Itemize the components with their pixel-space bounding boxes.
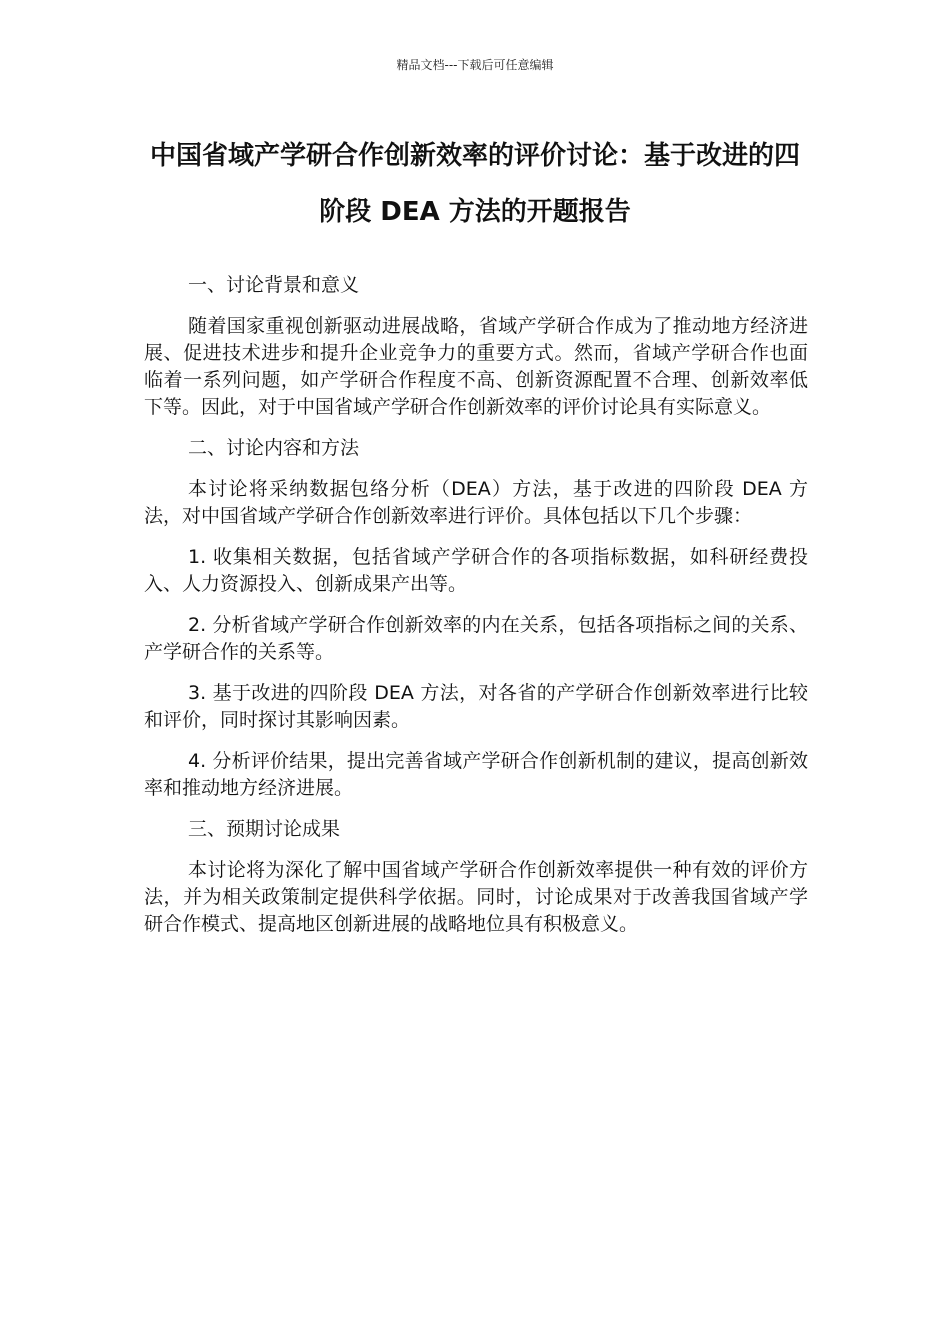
section-heading-background: 一、讨论背景和意义 bbox=[188, 274, 360, 296]
list-item-step-3: 3. 基于改进的四阶段 DEA 方法，对各省的产学研合作创新效率进行比较和评价，同时探讨其影响因素。 bbox=[144, 682, 808, 731]
page-header: 精品文档---下载后可任意编辑 bbox=[396, 58, 554, 72]
paragraph-results: 本讨论将为深化了解中国省域产学研合作创新效率提供一种有效的评价方法，并为相关政策制定提供科学依据。同时，讨论成果对于改善我国省域产学研合作模式、提高地区创新进展的战略地位具有积极意义。 bbox=[144, 859, 808, 935]
paragraph-method: 本讨论将采纳数据包络分析（DEA）方法，基于改进的四阶段 DEA 方法，对中国省域产学研合作创新效率进行评价。具体包括以下几个步骤： bbox=[144, 478, 808, 527]
list-item-step-4: 4. 分析评价结果，提出完善省域产学研合作创新机制的建议，提高创新效率和推动地方经济进展。 bbox=[144, 750, 808, 799]
list-item-step-2: 2. 分析省域产学研合作创新效率的内在关系，包括各项指标之间的关系、产学研合作的关系等。 bbox=[144, 614, 808, 663]
section-heading-results: 三、预期讨论成果 bbox=[188, 818, 341, 840]
section-heading-method: 二、讨论内容和方法 bbox=[188, 437, 360, 459]
paragraph-background: 随着国家重视创新驱动进展战略，省域产学研合作成为了推动地方经济进展、促进技术进步和提升企业竞争力的重要方式。然而，省域产学研合作也面临着一系列问题，如产学研合作程度不高、创新资源配置不合理、创新效率低下等。因此，对于中国省域产学研合作创新效率的评价讨论具有实际意义。 bbox=[144, 315, 808, 418]
list-item-step-1: 1. 收集相关数据，包括省域产学研合作的各项指标数据，如科研经费投入、人力资源投入、创新成果产出等。 bbox=[144, 546, 808, 595]
document-title: 中国省域产学研合作创新效率的评价讨论：基于改进的四阶段 DEA 方法的开题报告 bbox=[149, 141, 800, 227]
document-body bbox=[144, 272, 808, 938]
